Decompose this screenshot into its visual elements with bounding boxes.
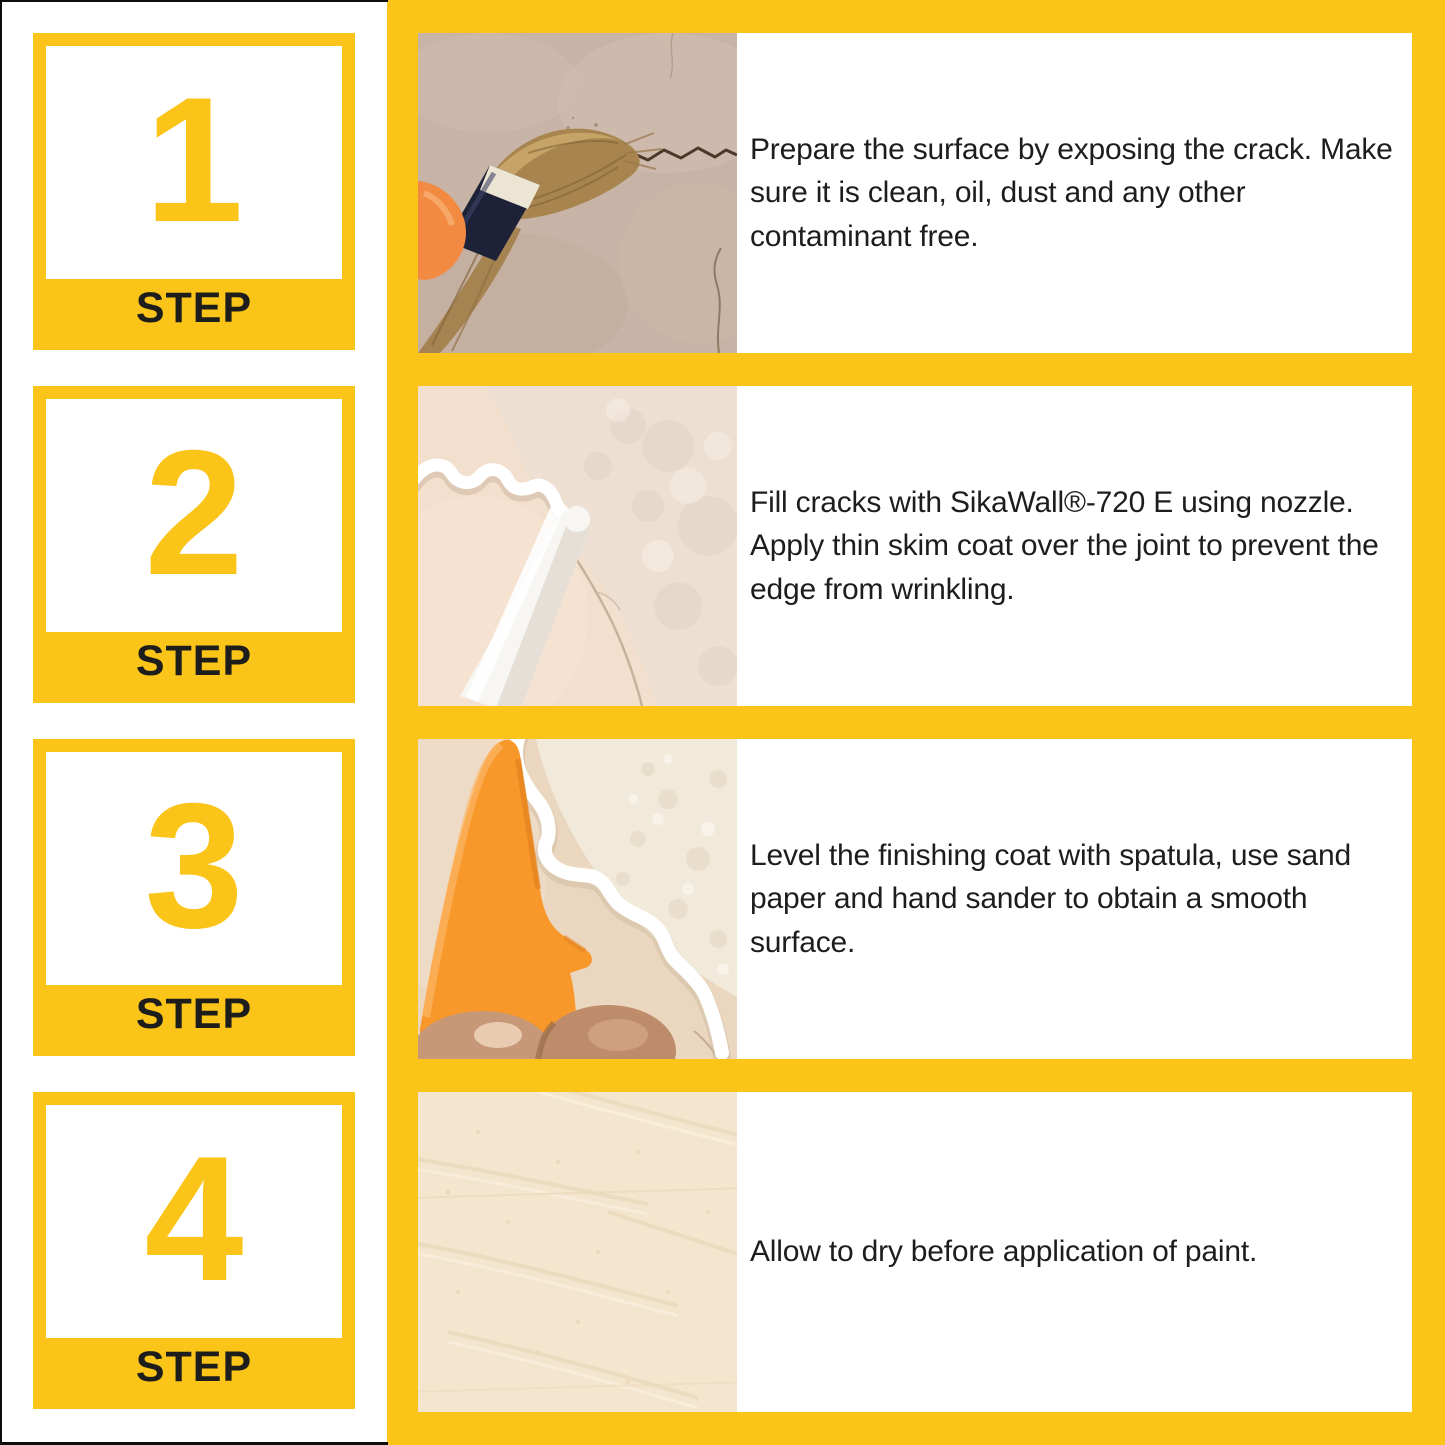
step-1-photo <box>418 33 737 353</box>
filler-nozzle-illustration <box>418 386 737 706</box>
instruction-panel <box>387 0 1445 1445</box>
step-2-photo <box>418 386 737 706</box>
step-4-photo <box>418 1092 737 1412</box>
step-3-number: 3 <box>144 765 244 965</box>
step-1-description: Prepare the surface by exposing the crack. Make sure it is clean, oil, dust and any other contaminant free. <box>750 132 1393 253</box>
step-4-number: 4 <box>144 1118 244 1318</box>
step-1-label: STEP <box>135 283 253 332</box>
step-2-label-band <box>46 632 342 690</box>
step-box-1 <box>33 33 355 350</box>
step-3-photo <box>418 739 737 1059</box>
step-1-label-band <box>46 279 342 337</box>
step-box-2 <box>33 386 355 703</box>
step-3-label-band <box>46 985 342 1043</box>
step-4-description: Allow to dry before application of paint. <box>750 1235 1258 1269</box>
plastered-wall-illustration <box>418 1092 737 1412</box>
step-2-label: STEP <box>135 636 253 685</box>
step-3-description: Level the finishing coat with spatula, use sand paper and hand sander to obtain a smooth surface. <box>750 838 1351 959</box>
step-2-number: 2 <box>144 412 244 612</box>
step-1-number: 1 <box>144 59 244 259</box>
step-2-description: Fill cracks with SikaWall®-720 E using nozzle. Apply thin skim coat over the joint to prevent the edge from wrinkling. <box>750 485 1379 606</box>
spatula-leveling-illustration <box>418 739 737 1059</box>
step-row-4 <box>418 1092 1412 1412</box>
step-row-1 <box>418 33 1412 353</box>
page-edge-line-left <box>0 0 2 1445</box>
step-row-2 <box>418 386 1412 706</box>
step-4-label-band <box>46 1338 342 1396</box>
paintbrush-crack-illustration <box>418 33 737 353</box>
step-box-4 <box>33 1092 355 1409</box>
step-row-3 <box>418 739 1412 1059</box>
page-edge-line-top <box>0 0 388 2</box>
step-box-3 <box>33 739 355 1056</box>
step-3-label: STEP <box>135 989 253 1038</box>
step-4-label: STEP <box>135 1342 253 1391</box>
